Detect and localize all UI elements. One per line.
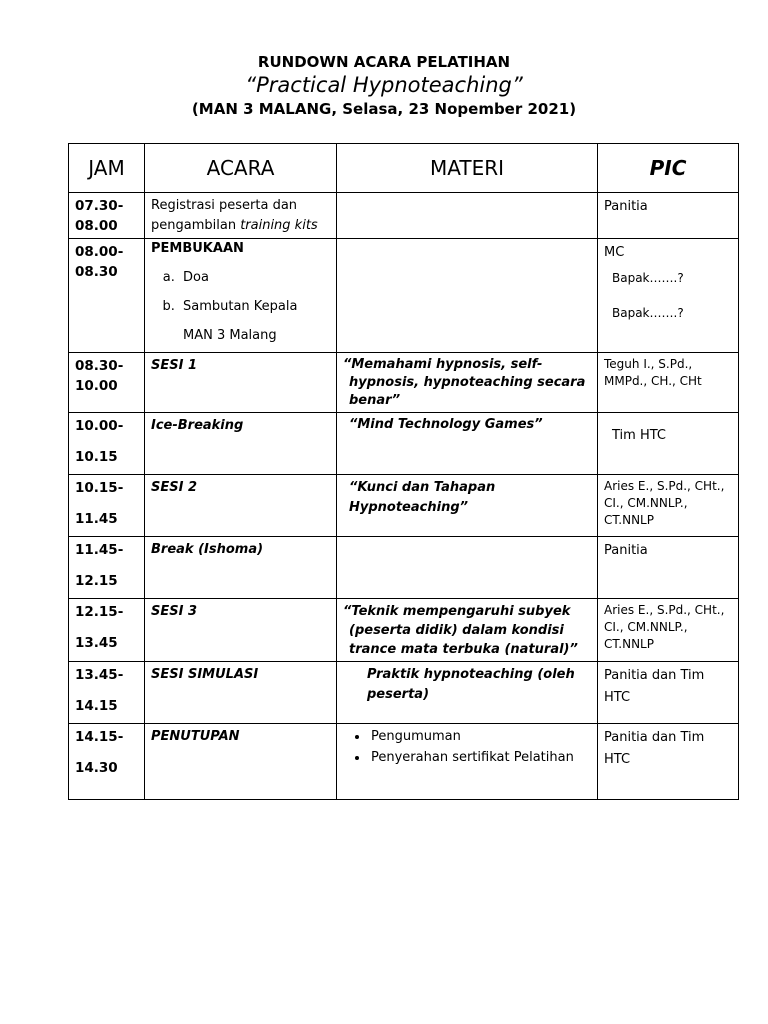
column-header-jam: JAM <box>69 144 145 193</box>
jam-cell <box>69 475 145 537</box>
pic-cell <box>598 353 739 413</box>
table-row <box>69 599 739 662</box>
pic-cell <box>598 239 739 353</box>
pic-text: Panitia dan Tim HTC <box>604 730 705 767</box>
pic-text: Bapak…….? <box>612 271 684 285</box>
jam-cell <box>69 239 145 353</box>
acara-text: PENUTUPAN <box>151 729 240 744</box>
jam-cell <box>69 353 145 413</box>
training-venue-date: (MAN 3 MALANG, Selasa, 23 Nopember 2021) <box>191 100 577 118</box>
time-start: 10.15- <box>75 480 124 496</box>
pic-text: MC <box>604 245 625 260</box>
time-start: 12.15- <box>75 604 124 620</box>
acara-text: SESI SIMULASI <box>151 667 259 682</box>
pic-cell <box>598 537 739 599</box>
time-end: 13.45 <box>75 635 118 651</box>
materi-cell <box>337 413 598 475</box>
table-row <box>69 413 739 475</box>
acara-text: SESI 1 <box>151 358 198 373</box>
list-item: b. Sambutan Kepala <box>179 292 330 321</box>
materi-cell <box>337 239 598 353</box>
document-title: RUNDOWN ACARA PELATIHAN <box>257 53 511 71</box>
acara-text: SESI 2 <box>151 480 198 495</box>
time-end: 10.15 <box>75 449 118 465</box>
time-end: 11.45 <box>75 511 118 527</box>
time-start: 10.00- <box>75 418 124 434</box>
time-end: 12.15 <box>75 573 118 589</box>
list-item: a. Doa <box>179 263 330 292</box>
materi-cell <box>337 353 598 413</box>
pic-text: Aries E., S.Pd., CHt., CI., CM.NNLP., CT.NNLP <box>604 479 725 527</box>
time-end: 14.30 <box>75 760 118 776</box>
pic-text: Panitia dan Tim HTC <box>604 668 705 705</box>
acara-cell <box>145 475 337 537</box>
materi-text: “Memahami hypnosis, self-hypnosis, hypnoteaching secara benar” <box>343 357 586 408</box>
pic-text: Tim HTC <box>612 428 666 443</box>
document-header <box>0 52 768 120</box>
jam-cell <box>69 413 145 475</box>
materi-text: “Teknik mempengaruhi subyek (peserta didik) dalam kondisi trance mata terbuka (natural)” <box>343 604 578 657</box>
time-start: 08.00- <box>75 244 124 260</box>
materi-cell <box>337 193 598 239</box>
acara-text-italic: training kits <box>240 218 318 233</box>
column-header-materi: MATERI <box>337 144 598 193</box>
acara-text: pengambilan <box>151 218 241 233</box>
acara-cell <box>145 193 337 239</box>
pic-cell <box>598 413 739 475</box>
materi-cell <box>337 662 598 724</box>
acara-text: SESI 3 <box>151 604 198 619</box>
time-start: 11.45- <box>75 542 124 558</box>
column-header-acara: ACARA <box>145 144 337 193</box>
pic-cell <box>598 662 739 724</box>
list-item: • Pengumuman <box>369 726 597 747</box>
training-title: “Practical Hypnoteaching” <box>245 73 523 97</box>
pic-text: Panitia <box>604 199 648 214</box>
acara-cell <box>145 239 337 353</box>
time-start: 14.15- <box>75 729 124 745</box>
list-item: • Penyerahan sertifikat Pelatihan <box>369 747 597 768</box>
rundown-table <box>68 143 739 800</box>
acara-text: MAN 3 Malang <box>183 328 277 343</box>
time-start: 08.30- <box>75 358 124 374</box>
acara-text: Registrasi peserta dan <box>151 198 298 213</box>
time-start: 07.30- <box>75 198 124 214</box>
acara-text: Ice-Breaking <box>151 418 244 433</box>
pic-text: Aries E., S.Pd., CHt., CI., CM.NNLP., CT.NNLP <box>604 603 725 651</box>
table-row <box>69 475 739 537</box>
acara-title: PEMBUKAAN <box>151 241 244 256</box>
time-end: 14.15 <box>75 698 118 714</box>
pic-cell <box>598 599 739 662</box>
materi-cell <box>337 475 598 537</box>
table-row <box>69 353 739 413</box>
pic-text: Panitia <box>604 543 648 558</box>
table-row <box>69 239 739 353</box>
materi-text: “Mind Technology Games” <box>349 417 543 432</box>
materi-list <box>337 726 597 768</box>
time-end: 10.00 <box>75 378 118 394</box>
jam-cell <box>69 193 145 239</box>
table-row <box>69 724 739 800</box>
table-header-row <box>69 144 739 193</box>
time-start: 13.45- <box>75 667 124 683</box>
time-end: 08.00 <box>75 218 118 234</box>
jam-cell <box>69 724 145 800</box>
materi-cell <box>337 599 598 662</box>
column-header-pic: PIC <box>598 144 739 193</box>
acara-list <box>151 263 330 321</box>
pic-cell <box>598 475 739 537</box>
jam-cell <box>69 662 145 724</box>
table-row <box>69 662 739 724</box>
pic-cell <box>598 724 739 800</box>
jam-cell <box>69 537 145 599</box>
acara-cell <box>145 353 337 413</box>
pic-text: Teguh I., S.Pd., MMPd., CH., CHt <box>604 357 702 388</box>
pic-text: Bapak…….? <box>612 306 684 320</box>
jam-cell <box>69 599 145 662</box>
pic-cell <box>598 193 739 239</box>
acara-cell <box>145 599 337 662</box>
materi-cell <box>337 537 598 599</box>
table-row <box>69 193 739 239</box>
table-row <box>69 537 739 599</box>
acara-cell <box>145 537 337 599</box>
acara-cell <box>145 662 337 724</box>
materi-text: “Kunci dan Tahapan Hypnoteaching” <box>349 480 496 515</box>
acara-cell <box>145 724 337 800</box>
materi-cell <box>337 724 598 800</box>
acara-cell <box>145 413 337 475</box>
time-end: 08.30 <box>75 264 118 280</box>
acara-text: Break (Ishoma) <box>151 542 264 557</box>
materi-text: Praktik hypnoteaching (oleh peserta) <box>367 667 575 702</box>
